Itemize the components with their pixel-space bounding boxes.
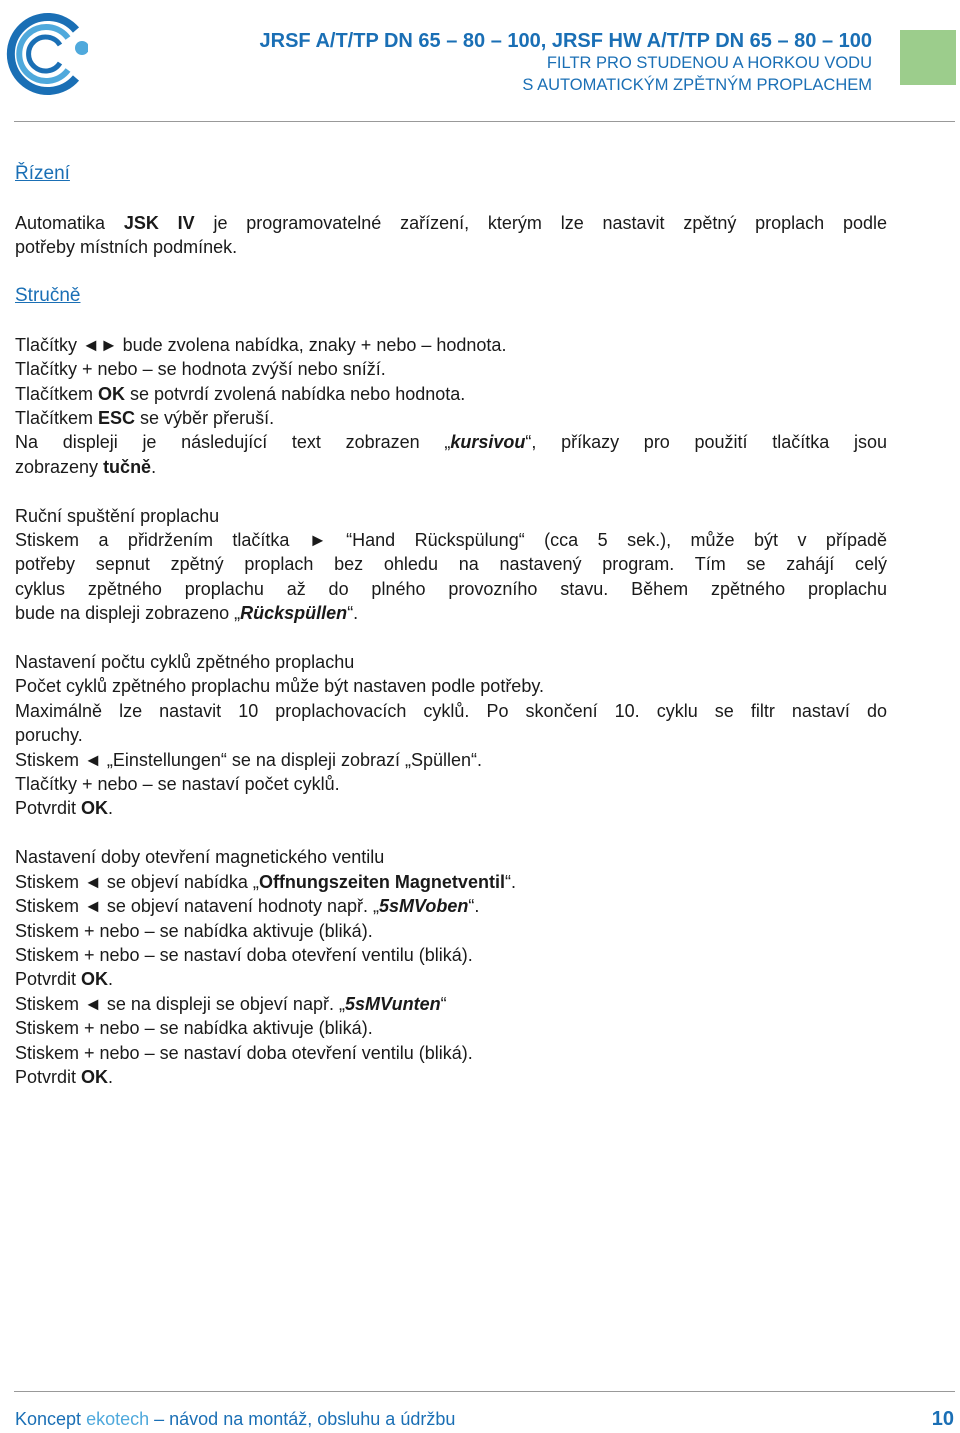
doba-line-1: Stiskem ◄ se objeví nabídka „Offnungszeiten Magnetventil“. <box>15 871 516 892</box>
doba-line-9: Potvrdit OK. <box>15 1066 114 1087</box>
rucni-line-1: Stiskem a přidržením tlačítka ► “Hand Rückspülung“ (cca 5 sek.), může být v případě <box>15 530 887 551</box>
product-subtitle-2: S AUTOMATICKÝM ZPĚTNÝM PROPLACHEM <box>522 76 872 94</box>
doba-line-4: Stiskem + nebo – se nastaví doba otevření ventilu (bliká). <box>15 944 473 965</box>
product-title: JRSF A/T/TP DN 65 – 80 – 100, JRSF HW A/T/TP DN 65 – 80 – 100 <box>259 30 872 52</box>
header-divider <box>14 121 955 122</box>
strucne-line-4: Tlačítkem ESC se výběr přeruší. <box>15 408 275 429</box>
rucni-title: Ruční spuštění proplachu <box>15 505 220 526</box>
doba-line-6: Stiskem ◄ se na displeji se objeví např. „5sMVunten“ <box>15 993 447 1014</box>
intro-line-1: Automatika JSK IV je programovatelné zařízení, kterým lze nastavit zpětný proplach podle <box>15 212 888 233</box>
strucne-line-5: Na displeji je následující text zobrazen „kursivou“, příkazy pro použití tlačítka jsou <box>15 432 887 453</box>
doba-line-8: Stiskem + nebo – se nastaví doba otevření ventilu (bliká). <box>15 1042 473 1063</box>
rucni-line-3: cyklus zpětného proplachu až do plného provozního stavu. Během zpětného proplachu <box>15 578 887 599</box>
header-accent-box <box>900 30 956 85</box>
section-heading-rizeni: Řízení <box>15 163 70 184</box>
pocet-line-6: Potvrdit OK. <box>15 798 114 819</box>
pocet-line-3: poruchy. <box>15 725 83 746</box>
doba-line-2: Stiskem ◄ se objeví natavení hodnoty např. „5sMVoben“. <box>15 896 480 917</box>
rucni-line-4: bude na displeji zobrazeno „Rückspüllen“. <box>15 603 359 624</box>
page-footer <box>15 1409 455 1430</box>
strucne-line-3: Tlačítkem OK se potvrdí zvolená nabídka nebo hodnota. <box>15 383 466 404</box>
pocet-line-1: Počet cyklů zpětného proplachu může být nastaven podle potřeby. <box>15 676 544 697</box>
doba-line-7: Stiskem + nebo – se nabídka aktivuje (bliká). <box>15 1018 373 1039</box>
rucni-line-2: potřeby sepnut zpětný proplach bez ohledu na nastavený program. Tím se zahájí celý <box>15 554 887 575</box>
pocet-line-5: Tlačítky + nebo – se nastaví počet cyklů. <box>15 774 340 795</box>
strucne-line-2: Tlačítky + nebo – se hodnota zvýší nebo sníží. <box>15 359 386 380</box>
footer-brand-koncept: Koncept <box>15 1409 82 1429</box>
pocet-line-4: Stiskem ◄ „Einstellungen“ se na displeji zobrazí „Spüllen“. <box>15 749 483 770</box>
document-header <box>260 30 872 96</box>
strucne-line-1: Tlačítky ◄► bude zvolena nabídka, znaky + nebo – hodnota. <box>15 334 507 355</box>
pocet-title: Nastavení počtu cyklů zpětného proplachu <box>15 652 355 673</box>
doba-title: Nastavení doby otevření magnetického ventilu <box>15 847 385 868</box>
footer-doc-title: – návod na montáž, obsluhu a údržbu <box>154 1409 456 1429</box>
page-number: 10 <box>931 1408 954 1430</box>
doba-line-3: Stiskem + nebo – se nabídka aktivuje (bliká). <box>15 920 373 941</box>
pocet-line-2: Maximálně lze nastavit 10 proplachovacích cyklů. Po skončení 10. cyklu se filtr nastaví do <box>15 700 887 721</box>
footer-divider <box>14 1391 955 1392</box>
strucne-line-6: zobrazeny tučně. <box>15 456 157 477</box>
product-subtitle-1: FILTR PRO STUDENOU A HORKOU VODU <box>546 54 872 72</box>
intro-line-2: potřeby místních podmínek. <box>15 237 238 258</box>
doba-line-5: Potvrdit OK. <box>15 969 114 990</box>
company-logo <box>2 6 88 102</box>
footer-brand-ekotech: ekotech <box>86 1409 150 1429</box>
section-heading-strucne: Stručně <box>15 285 81 306</box>
document-body <box>15 162 887 1089</box>
